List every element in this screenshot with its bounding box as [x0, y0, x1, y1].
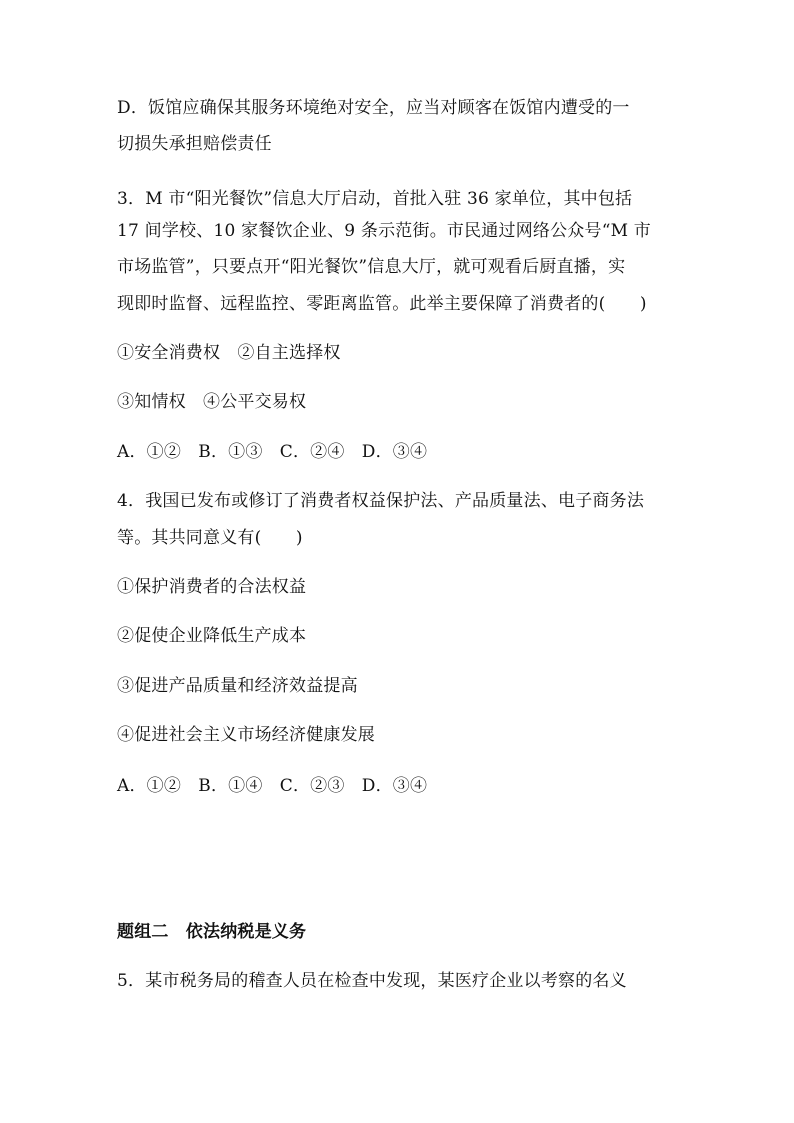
- q4-text-line-1: 4．我国已发布或修订了消费者权益保护法、产品质量法、电子商务法: [117, 491, 645, 511]
- q4-answer-choices: A．①② B．①④ C．②③ D．③④: [117, 776, 428, 796]
- q3-options-row-2: ③知情权 ④公平交易权: [117, 392, 307, 412]
- q2-option-d-line-1: D．饭馆应确保其服务环境绝对安全，应当对顾客在饭馆内遭受的一: [117, 98, 630, 118]
- q4-option-2: ②促使企业降低生产成本: [117, 626, 307, 646]
- q4-option-4: ④促进社会主义市场经济健康发展: [117, 725, 375, 745]
- q3-text-line-1: 3．M 市“阳光餐饮”信息大厅启动，首批入驻 36 家单位，其中包括: [117, 189, 633, 209]
- q4-option-1: ①保护消费者的合法权益: [117, 577, 307, 597]
- group-2-heading: 题组二 依法纳税是义务: [117, 922, 307, 942]
- q5-text-line-1: 5．某市税务局的稽查人员在检查中发现，某医疗企业以考察的名义: [117, 971, 627, 991]
- q3-text-line-4: 现即时监督、远程监控、零距离监管。此举主要保障了消费者的( ): [117, 294, 647, 314]
- q3-text-line-2: 17 间学校、10 家餐饮企业、9 条示范街。市民通过网络公众号“M 市: [117, 221, 651, 241]
- q3-answer-choices: A．①② B．①③ C．②④ D．③④: [117, 442, 428, 462]
- q4-text-line-2: 等。其共同意义有( ): [117, 528, 303, 548]
- q3-text-line-3: 市场监管”，只要点开“阳光餐饮”信息大厅，就可观看后厨直播，实: [117, 257, 626, 277]
- q4-option-3: ③促进产品质量和经济效益提高: [117, 676, 358, 696]
- q2-option-d-line-2: 切损失承担赔偿责任: [117, 134, 272, 154]
- q3-options-row-1: ①安全消费权 ②自主选择权: [117, 343, 341, 363]
